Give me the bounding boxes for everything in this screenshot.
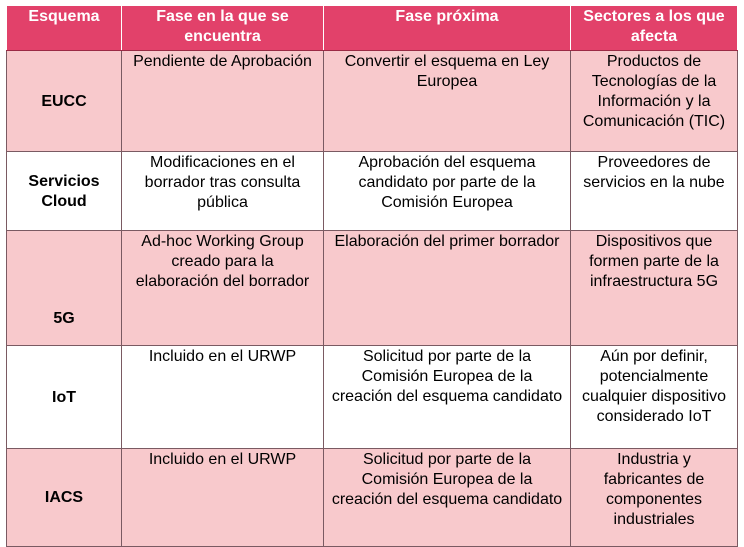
current-phase-cell: Pendiente de Aprobación — [122, 51, 324, 152]
next-phase-cell: Convertir el esquema en Ley Europea — [324, 51, 571, 152]
scheme-name: IACS — [7, 449, 122, 547]
sectors-cell: Industria y fabricantes de componentes industriales — [571, 449, 738, 547]
current-phase-cell: Ad-hoc Working Group creado para la elaboración del borrador — [122, 231, 324, 346]
table-row — [7, 449, 738, 547]
table-row — [7, 152, 738, 231]
header-current-phase: Fase en la que se encuentra — [122, 6, 324, 51]
header-scheme: Esquema — [7, 6, 122, 51]
next-phase-cell: Aprobación del esquema candidato por parte de la Comisión Europea — [324, 152, 571, 231]
header-sectors: Sectores a los que afecta — [571, 6, 738, 51]
scheme-name: Servicios Cloud — [7, 152, 122, 231]
scheme-name: IoT — [7, 346, 122, 449]
scheme-name: EUCC — [7, 51, 122, 152]
header-row — [7, 6, 738, 51]
table-row — [7, 231, 738, 346]
table-row — [7, 346, 738, 449]
next-phase-cell: Elaboración del primer borrador — [324, 231, 571, 346]
sectors-cell: Productos de Tecnologías de la Información y la Comunicación (TIC) — [571, 51, 738, 152]
current-phase-cell: Incluido en el URWP — [122, 346, 324, 449]
next-phase-cell: Solicitud por parte de la Comisión Europea de la creación del esquema candidato — [324, 346, 571, 449]
sectors-cell: Aún por definir, potencialmente cualquier dispositivo considerado IoT — [571, 346, 738, 449]
scheme-name: 5G — [7, 231, 122, 346]
current-phase-cell: Incluido en el URWP — [122, 449, 324, 547]
current-phase-cell: Modificaciones en el borrador tras consulta pública — [122, 152, 324, 231]
cybersecurity-schemes-table — [6, 5, 738, 547]
table-row — [7, 51, 738, 152]
sectors-cell: Dispositivos que formen parte de la infraestructura 5G — [571, 231, 738, 346]
next-phase-cell: Solicitud por parte de la Comisión Europea de la creación del esquema candidato — [324, 449, 571, 547]
header-next-phase: Fase próxima — [324, 6, 571, 51]
sectors-cell: Proveedores de servicios en la nube — [571, 152, 738, 231]
